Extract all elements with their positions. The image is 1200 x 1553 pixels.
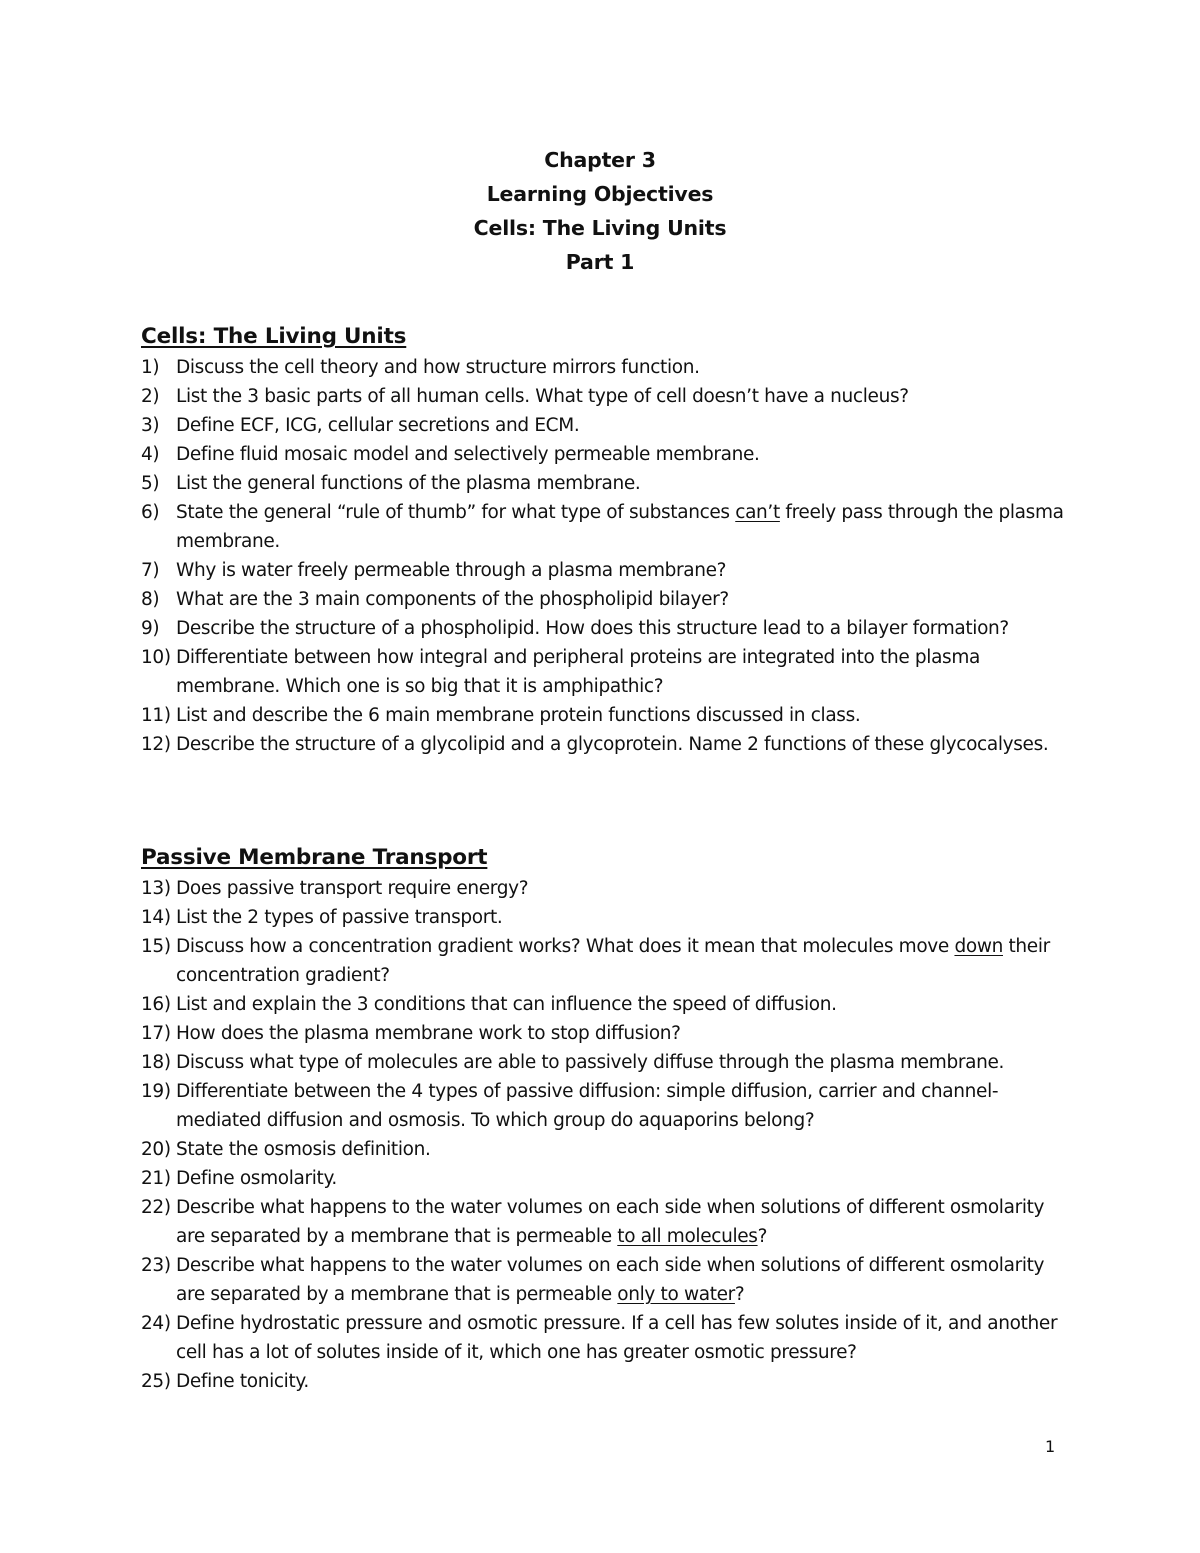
item-text — [176, 411, 1071, 440]
text-segment: Describe what happens to the water volumes on each side when solutions of different osmolarity are separated by a membrane that is permeable — [176, 1197, 1045, 1247]
title-block — [0, 143, 1200, 279]
item-text — [176, 903, 1071, 932]
text-segment: List the general functions of the plasma membrane. — [176, 473, 641, 494]
chapter-name: Cells: The Living Units — [473, 216, 727, 240]
item-text — [176, 932, 1071, 990]
list-item — [141, 903, 1071, 932]
page-number: 1 — [1045, 1437, 1056, 1456]
list-item — [141, 556, 1071, 585]
text-segment: freely pass through the plasma membrane. — [176, 502, 1064, 552]
emphasized-text: to all molecules — [617, 1226, 758, 1247]
text-segment: their concentration gradient? — [176, 936, 1050, 986]
item-number: 7) — [141, 560, 160, 581]
item-text — [176, 1309, 1071, 1367]
emphasized-text: down — [954, 936, 1003, 957]
list-item — [141, 1077, 1071, 1135]
chapter-title: Chapter 3 — [544, 148, 656, 172]
item-text — [176, 556, 1071, 585]
emphasized-text: only to water — [617, 1284, 735, 1305]
text-segment: Define tonicity. — [176, 1371, 309, 1392]
item-text — [176, 382, 1071, 411]
item-number: 15) — [141, 936, 171, 957]
item-number: 6) — [141, 502, 160, 523]
list-item — [141, 440, 1071, 469]
text-segment: Define osmolarity. — [176, 1168, 337, 1189]
list-item — [141, 1164, 1071, 1193]
item-number: 16) — [141, 994, 171, 1015]
text-segment: List the 2 types of passive transport. — [176, 907, 503, 928]
text-segment: State the general “rule of thumb” for what type of substances — [176, 502, 736, 523]
item-text — [176, 614, 1071, 643]
text-segment: Discuss what type of molecules are able to passively diffuse through the plasma membrane. — [176, 1052, 1005, 1073]
item-number: 14) — [141, 907, 171, 928]
item-number: 18) — [141, 1052, 171, 1073]
list-item — [141, 585, 1071, 614]
list-item — [141, 498, 1071, 556]
section-heading-passive-transport: Passive Membrane Transport — [141, 845, 488, 870]
list-item — [141, 1309, 1071, 1367]
list-item — [141, 1251, 1071, 1309]
text-segment: Define fluid mosaic model and selectively permeable membrane. — [176, 444, 760, 465]
item-number: 20) — [141, 1139, 171, 1160]
item-text — [176, 874, 1071, 903]
document-subtitle: Learning Objectives — [486, 182, 714, 206]
item-number: 23) — [141, 1255, 171, 1276]
section-heading-cells: Cells: The Living Units — [141, 324, 407, 349]
list-item — [141, 1135, 1071, 1164]
item-text — [176, 440, 1071, 469]
text-segment: Discuss the cell theory and how structure mirrors function. — [176, 357, 700, 378]
list-item — [141, 1019, 1071, 1048]
item-text — [176, 1019, 1071, 1048]
item-text — [176, 1367, 1071, 1396]
text-segment: Define ECF, ICG, cellular secretions and ECM. — [176, 415, 580, 436]
text-segment: Describe the structure of a glycolipid and a glycoprotein. Name 2 functions of these glycocalyses. — [176, 734, 1049, 755]
item-number: 10) — [141, 647, 171, 668]
item-number: 9) — [141, 618, 160, 639]
item-text — [176, 701, 1071, 730]
item-text — [176, 585, 1071, 614]
objectives-list-passive-transport — [141, 874, 1071, 1396]
list-item — [141, 874, 1071, 903]
item-number: 8) — [141, 589, 160, 610]
item-number: 24) — [141, 1313, 171, 1334]
item-number: 5) — [141, 473, 160, 494]
item-text — [176, 990, 1071, 1019]
text-segment: List the 3 basic parts of all human cells. What type of cell doesn’t have a nucleus? — [176, 386, 909, 407]
text-segment: Describe the structure of a phospholipid. How does this structure lead to a bilayer formation? — [176, 618, 1009, 639]
item-text — [176, 498, 1071, 556]
text-segment: ? — [757, 1226, 768, 1247]
list-item — [141, 411, 1071, 440]
item-number: 4) — [141, 444, 160, 465]
list-item — [141, 469, 1071, 498]
item-text — [176, 1077, 1071, 1135]
item-number: 19) — [141, 1081, 171, 1102]
list-item — [141, 382, 1071, 411]
list-item — [141, 614, 1071, 643]
item-text — [176, 1048, 1071, 1077]
part-label: Part 1 — [565, 250, 635, 274]
text-segment: Define hydrostatic pressure and osmotic pressure. If a cell has few solutes inside of it, and another cell has a lot of solutes inside of it, which one has greater osmotic pressure? — [176, 1313, 1058, 1363]
list-item — [141, 932, 1071, 990]
list-item — [141, 1367, 1071, 1396]
text-segment: ? — [734, 1284, 745, 1305]
emphasized-text: can’t — [735, 502, 780, 523]
list-item — [141, 643, 1071, 701]
list-item — [141, 1048, 1071, 1077]
text-segment: How does the plasma membrane work to stop diffusion? — [176, 1023, 681, 1044]
text-segment: Why is water freely permeable through a plasma membrane? — [176, 560, 727, 581]
text-segment: State the osmosis definition. — [176, 1139, 431, 1160]
text-segment: Differentiate between the 4 types of passive diffusion: simple diffusion, carrier and channel-mediated diffusion and osmosis. To which group do aquaporins belong? — [176, 1081, 999, 1131]
item-text — [176, 1193, 1071, 1251]
list-item — [141, 353, 1071, 382]
item-number: 17) — [141, 1023, 171, 1044]
list-item — [141, 1193, 1071, 1251]
item-number: 25) — [141, 1371, 171, 1392]
item-text — [176, 469, 1071, 498]
item-text — [176, 643, 1071, 701]
text-segment: Describe what happens to the water volumes on each side when solutions of different osmolarity are separated by a membrane that is permeable — [176, 1255, 1045, 1305]
item-number: 13) — [141, 878, 171, 899]
item-number: 21) — [141, 1168, 171, 1189]
item-number: 22) — [141, 1197, 171, 1218]
item-text — [176, 1251, 1071, 1309]
text-segment: Discuss how a concentration gradient works? What does it mean that molecules move — [176, 936, 955, 957]
text-segment: Differentiate between how integral and peripheral proteins are integrated into the plasma membrane. Which one is so big that it is amphipathic? — [176, 647, 981, 697]
item-number: 1) — [141, 357, 160, 378]
list-item — [141, 990, 1071, 1019]
objectives-list-cells — [141, 353, 1071, 759]
item-text — [176, 1164, 1071, 1193]
item-text — [176, 1135, 1071, 1164]
item-text — [176, 353, 1071, 382]
list-item — [141, 701, 1071, 730]
text-segment: Does passive transport require energy? — [176, 878, 529, 899]
text-segment: List and explain the 3 conditions that can influence the speed of diffusion. — [176, 994, 837, 1015]
item-text — [176, 730, 1071, 759]
text-segment: List and describe the 6 main membrane protein functions discussed in class. — [176, 705, 861, 726]
list-item — [141, 730, 1071, 759]
item-number: 12) — [141, 734, 171, 755]
item-number: 2) — [141, 386, 160, 407]
text-segment: What are the 3 main components of the phospholipid bilayer? — [176, 589, 729, 610]
item-number: 3) — [141, 415, 160, 436]
item-number: 11) — [141, 705, 171, 726]
